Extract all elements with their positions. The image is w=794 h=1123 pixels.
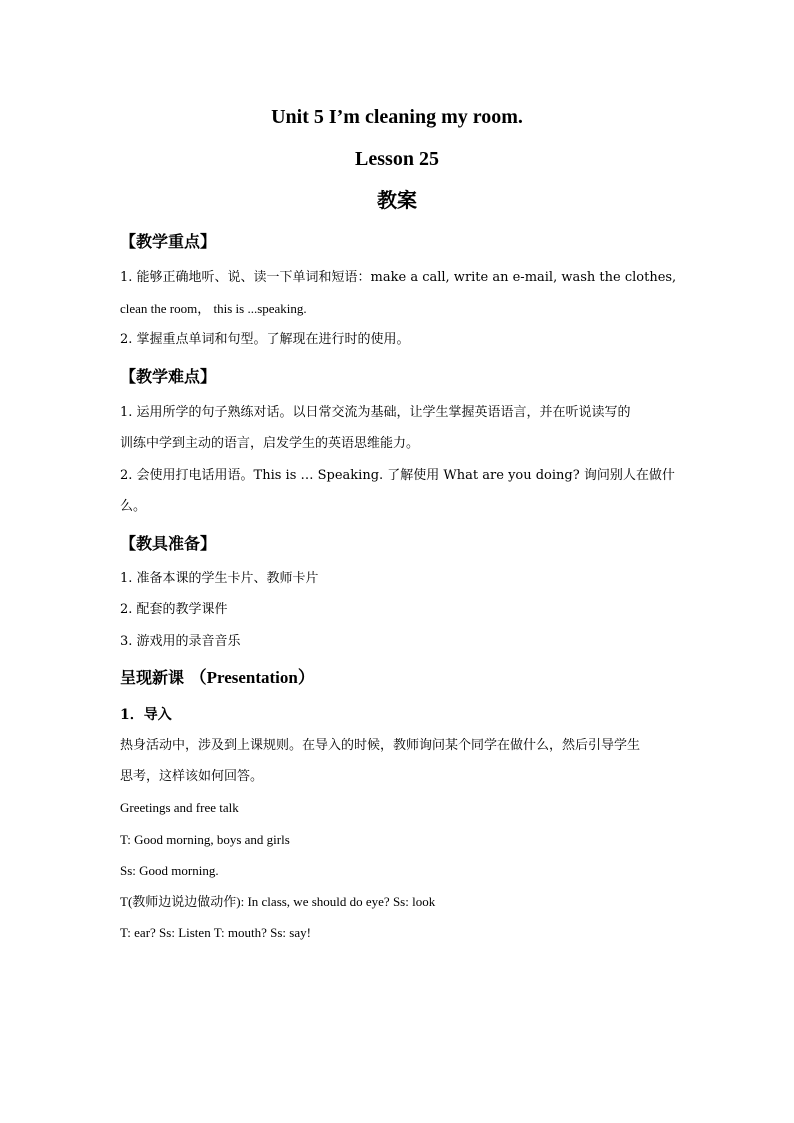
focus-heading: 【教学重点】 bbox=[120, 232, 217, 251]
presentation-heading bbox=[120, 667, 315, 689]
intro-para-line-2: 思考，这样该如何回答。 bbox=[120, 769, 264, 784]
materials-line-2: 2. 配套的教学课件 bbox=[120, 602, 228, 617]
dialogue-line-4: T(教师边说边做动作): In class, we should do eye? Ss: look bbox=[120, 894, 436, 909]
focus-line-3: 2. 掌握重点单词和句型。了解现在进行时的使用。 bbox=[120, 332, 410, 347]
difficulty-heading: 【教学难点】 bbox=[120, 367, 217, 386]
materials-line-1: 1. 准备本课的学生卡片、教师卡片 bbox=[120, 571, 319, 586]
presentation-heading-en: （Presentation） bbox=[189, 668, 315, 687]
intro-para-line-1: 热身活动中，涉及到上课规则。在导入的时候，教师询问某个同学在做什么，然后引导学生 bbox=[120, 738, 641, 753]
difficulty-line-4: 么。 bbox=[120, 499, 147, 514]
dialogue-line-2: T: Good morning, boys and girls bbox=[120, 832, 290, 847]
lesson-title: Lesson 25 bbox=[355, 148, 439, 170]
dialogue-line-5: T: ear? Ss: Listen T: mouth? Ss: say! bbox=[120, 925, 311, 940]
difficulty-line-3: 2. 会使用打电话用语。This is … Speaking. 了解使用 What are you doing? 询问别人在做什 bbox=[120, 468, 675, 483]
intro-subheading: 1．导入 bbox=[120, 707, 172, 723]
unit-title: Unit 5 I’m cleaning my room. bbox=[271, 106, 523, 128]
materials-line-3: 3. 游戏用的录音音乐 bbox=[120, 634, 241, 649]
dialogue-line-3: Ss: Good morning. bbox=[120, 863, 219, 878]
dialogue-line-1: Greetings and free talk bbox=[120, 800, 239, 815]
lesson-plan-title: 教案 bbox=[377, 188, 417, 212]
presentation-heading-cn: 呈现新课 bbox=[120, 668, 190, 687]
focus-line-1: 1. 能够正确地听、说、读一下单词和短语：make a call, write an e-mail, wash the clothes, bbox=[120, 270, 677, 285]
difficulty-line-2: 训练中学到主动的语言，启发学生的英语思维能力。 bbox=[120, 436, 420, 451]
focus-line-2: clean the room， this is ...speaking. bbox=[120, 301, 307, 316]
materials-heading: 【教具准备】 bbox=[120, 534, 217, 553]
difficulty-line-1: 1. 运用所学的句子熟练对话。以日常交流为基础，让学生掌握英语语言，并在听说读写的 bbox=[120, 405, 631, 420]
